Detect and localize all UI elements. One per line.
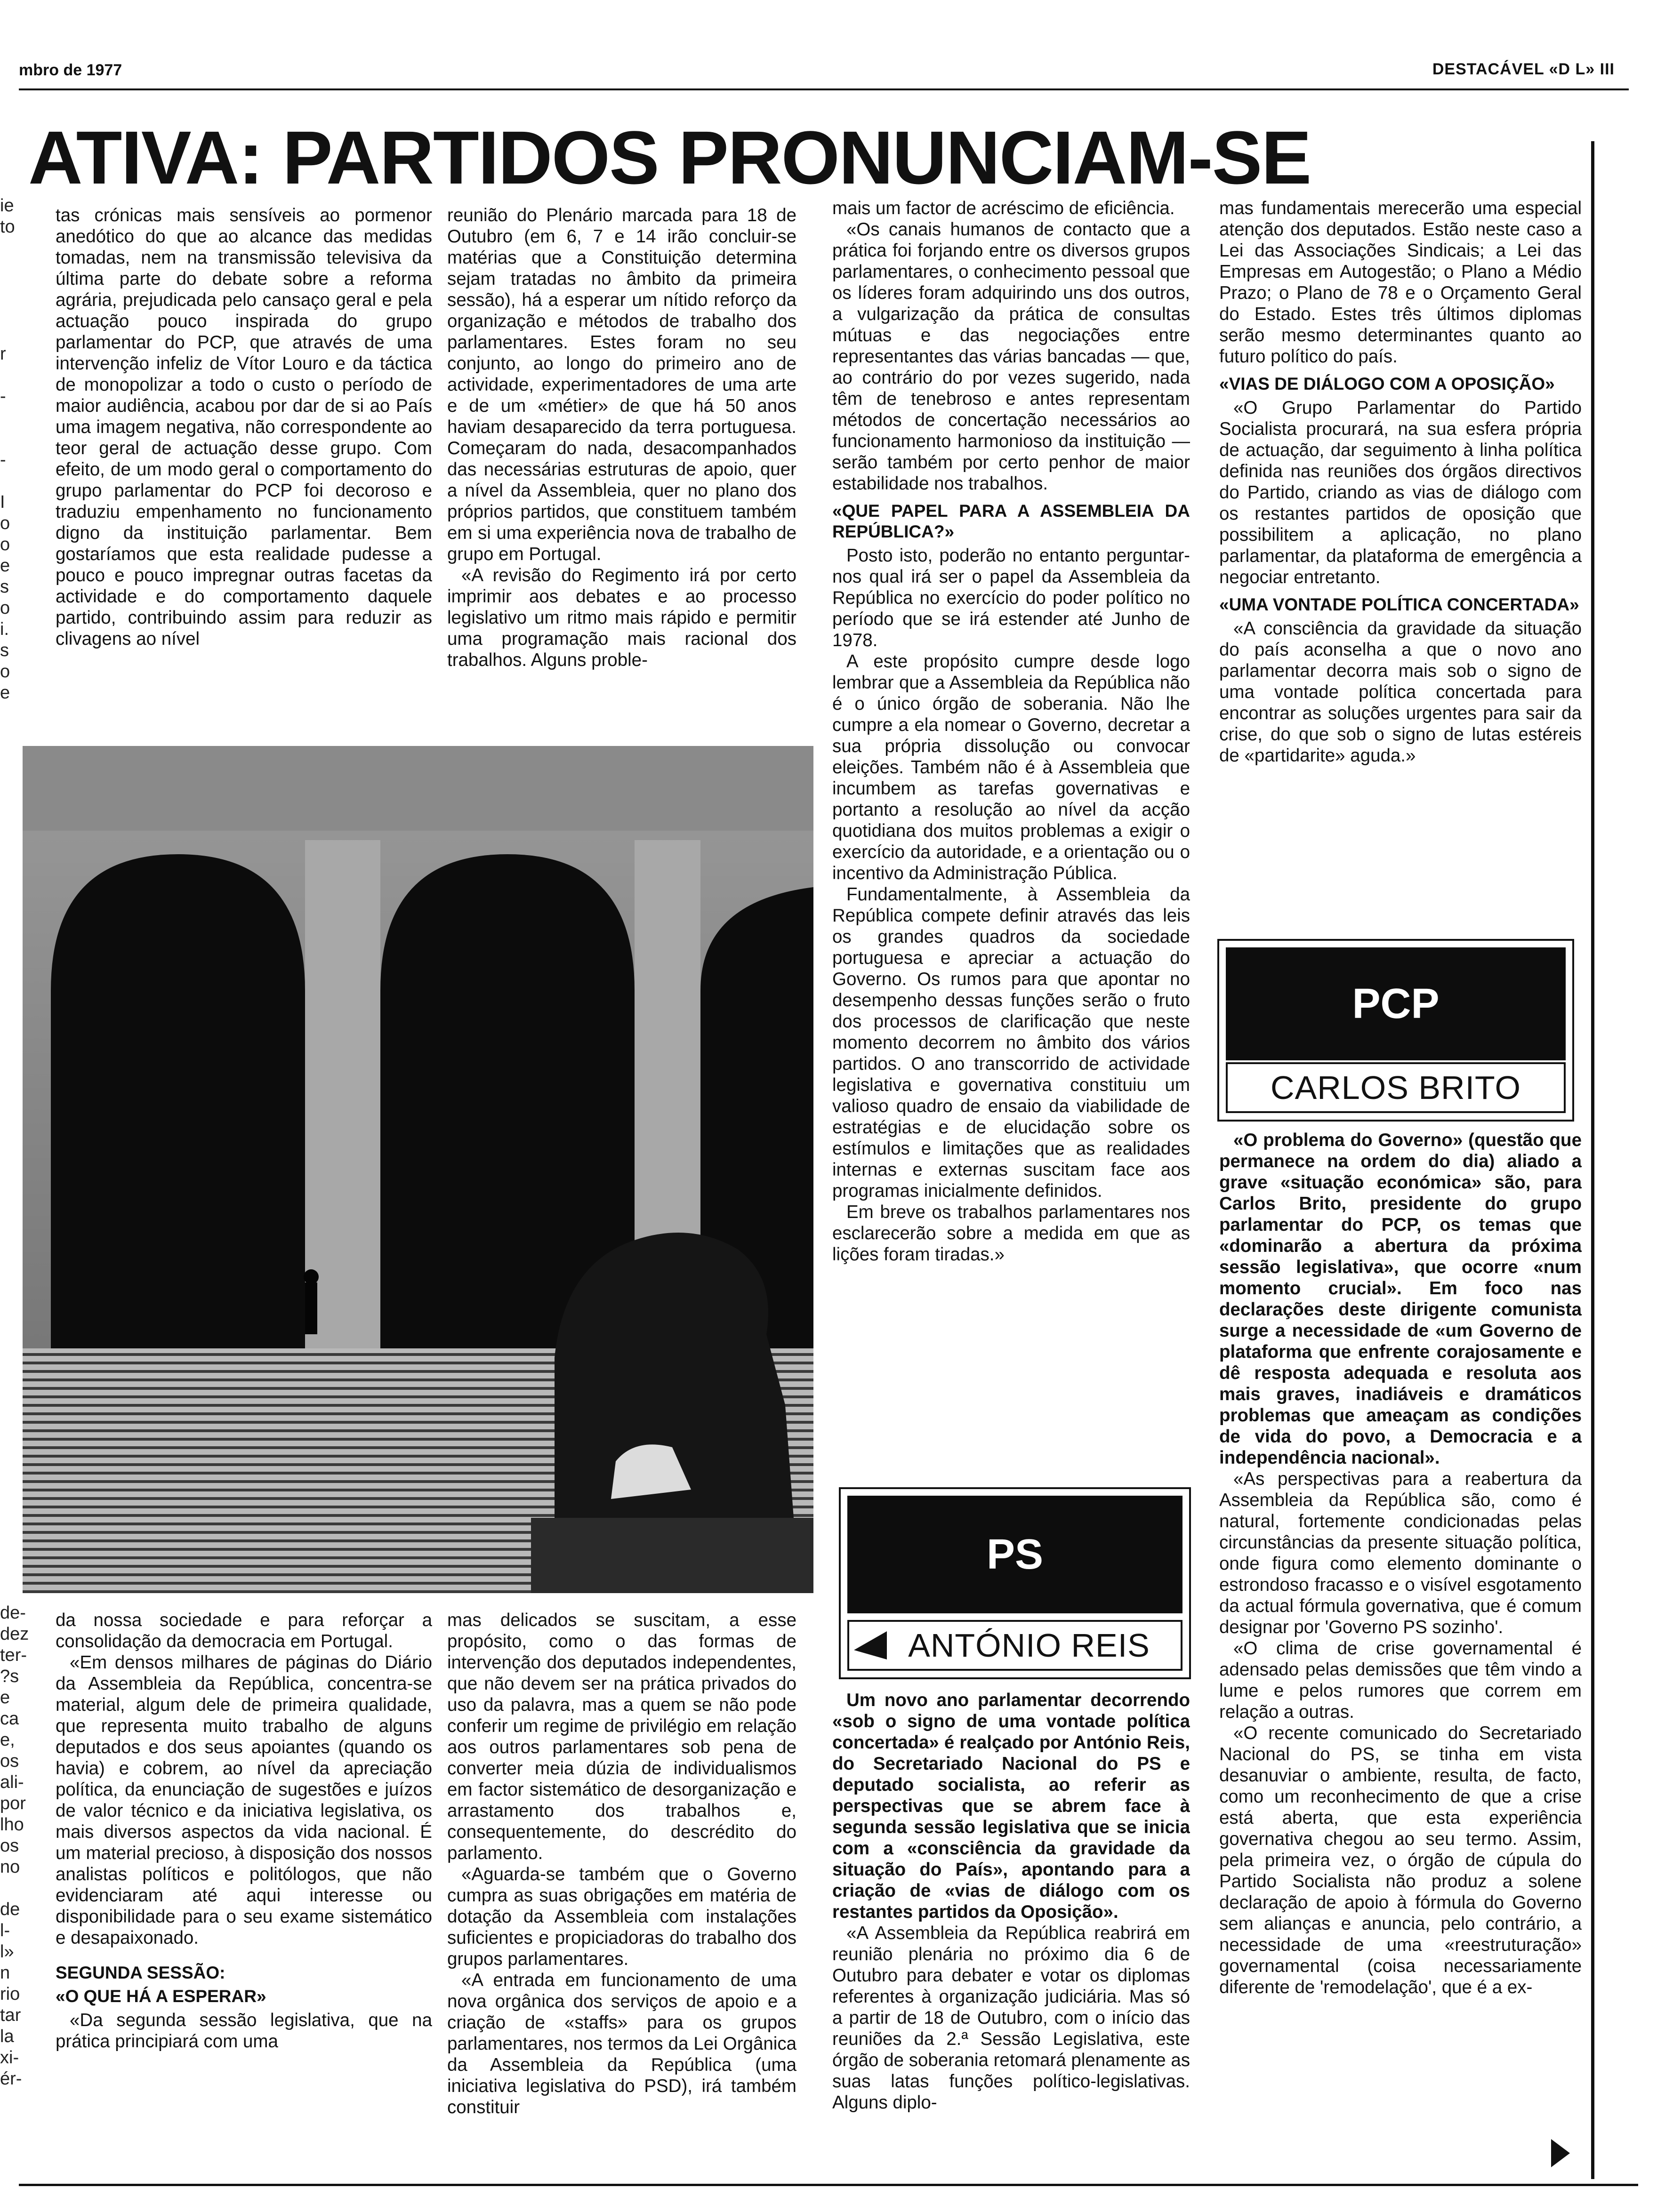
paragraph: A este propósito cumpre desde logo lembrar que a Assembleia da República não é o único órgão de soberania. Não lhe cumpre a ela nomear o Governo, decretar a sua própria dissolução ou convocar eleições. Também não é à Assembleia que incumbem as tarefas governativas e portanto a resolução ao nível da acção quotidiana dos muitos problemas a exigir o exercício da autoridade, e a orientação ou o incentivo da Administração Pública.	[832, 651, 1190, 883]
paragraph: mais um factor de acréscimo de eficiência.	[832, 198, 1175, 218]
edge-fragment: por	[0, 1794, 26, 1813]
edge-fragment: -	[0, 386, 6, 406]
paragraph: «A consciência da gravidade da situação do país aconselha a que o novo ano parlamentar decorra mais sob o signo de uma vontade política concertada para encontrar as soluções urgentes para sair da crise, do que sob o signo de lutas estéreis de «partidarite» aguda.»	[1219, 618, 1582, 766]
edge-fragment	[0, 259, 51, 280]
edge-fragment: de-	[0, 1603, 26, 1623]
left-edge-fragments-bottom	[0, 1603, 51, 2179]
party-label-ps: PS	[847, 1496, 1182, 1613]
paragraph: mas delicados se suscitam, a esse propósito, como o das formas de intervenção dos deputados independentes, que não devem ser na prática privados do uso da palavra, mas a quem se não pode conferir um regime de privilégio em relação aos outros parlamentares sob pena de converter meia dúzia de individualismos em factor sistemático de desorganização e arrastamento dos trabalhos e, consequentemente, do descrédito do parlamento.	[447, 1610, 796, 1863]
continue-arrow-icon	[1551, 2139, 1570, 2167]
right-column-rule	[1591, 141, 1594, 2179]
edge-fragment: os	[0, 1836, 19, 1856]
pcp-party-box	[1217, 939, 1574, 1122]
ps-party-box	[839, 1487, 1191, 1679]
edge-fragment: r	[0, 344, 6, 364]
left-edge-fragments-top	[0, 195, 51, 737]
paragraph: «A entrada em funcionamento de uma nova orgânica dos serviços de apoio e a criação de «staffs» para os grupos parlamentares, nos termos da Lei Orgânica da Assembleia da República (uma iniciativa legislativa do PSD), irá também constituir	[447, 1970, 796, 2117]
article-column-1-bottom	[56, 1610, 432, 2179]
edge-fragment: la	[0, 2027, 14, 2046]
edge-fragment	[0, 428, 51, 449]
article-column-1-top	[56, 205, 432, 737]
paragraph: «Da segunda sessão legislativa, que na prática principiará com uma	[56, 2010, 432, 2052]
article-column-2-bottom	[447, 1610, 796, 2179]
paragraph: «O Grupo Parlamentar do Partido Socialista procurará, na sua esfera própria de actuação, dar seguimento à linha política definida nas reuniões dos órgãos directivos do Partido, criando as vias de diálogo com os restantes partidos de oposição que possibilitem a aplicação, no plano parlamentar, da plataforma de emergência a negociar entretanto.	[1219, 398, 1582, 587]
subheading-vias-dialogo: «VIAS DE DIÁLOGO COM A OPOSIÇÃO»	[1219, 374, 1555, 393]
edge-fragment: o	[0, 535, 10, 554]
edge-fragment: ter-	[0, 1645, 27, 1665]
edge-fragment: e	[0, 556, 10, 576]
edge-fragment: n	[0, 1963, 10, 1983]
edge-fragment: l»	[0, 1942, 14, 1962]
paragraph: da nossa sociedade e para reforçar a consolidação da democracia em Portugal.	[56, 1610, 432, 1651]
subheading-assembleia-role: «QUE PAPEL PARA A ASSEMBLEIA DA REPÚBLICA?»	[832, 501, 1190, 541]
edge-fragment: xi-	[0, 2048, 19, 2068]
paragraph: tas crónicas mais sensíveis ao pormenor anedótico do que ao alcance das medidas tomadas, nem na transmissão televisiva da última parte do debate sobre a reforma agrária, prejudicada pelo cansaço geral e pela actuação pouco inspirada do grupo parlamentar do PCP, que através de uma intervenção infeliz de Vítor Louro e da táctica de monopolizar a todo o custo o período de maior audiência, acabou por dar de si ao País uma imagem negativa, não correspondente ao teor geral de actuação desse grupo. Com efeito, de um modo geral o comportamento do grupo parlamentar do PCP foi decoroso e traduziu empenhamento no funcionamento digno da instituição parlamentar. Bem gostaríamos que esta realidade pudesse a pouco e pouco impregnar outras facetas da actividade e do comportamento daquele partido, contribuindo assim para reduzir as clivagens ao nível	[56, 205, 432, 649]
edge-fragment: de	[0, 1899, 20, 1919]
bottom-rule	[19, 2184, 1638, 2186]
subheading-o-que-esperar: «O QUE HÁ A ESPERAR»	[56, 1987, 266, 2006]
paragraph: «O clima de crise governamental é adensado pelas demissões que têm vindo a lume e pelos rumores que correm em relação a outras.	[1219, 1638, 1582, 1722]
party-speaker-name: ANTÓNIO REIS	[847, 1620, 1182, 1671]
edge-fragment	[0, 365, 51, 386]
lead-paragraph: Um novo ano parlamentar decorrendo «sob o signo de uma vontade política concertada» é realçado por António Reis, do Secretariado Nacional do PS e deputado socialista, ao referir as perspectivas que se abrem face à segunda sessão legislativa que se inicia com a «consciência da gravidade da situação do País», apontando para a criação de «vias de diálogo com os restantes partidos da Oposição».	[832, 1690, 1190, 1922]
article-column-2-top	[447, 205, 796, 737]
edge-fragment: lho	[0, 1815, 24, 1835]
subheading-vontade-politica: «UMA VONTADE POLÍTICA CONCERTADA»	[1219, 595, 1579, 614]
page-headline: ATIVA: PARTIDOS PRONUNCIAM-SE	[28, 115, 1311, 200]
party-speaker-name: CARLOS BRITO	[1226, 1062, 1566, 1113]
issue-date: mbro de 1977	[19, 61, 122, 79]
edge-fragment: o	[0, 513, 10, 533]
edge-fragment	[0, 238, 51, 259]
edge-fragment: e,	[0, 1730, 15, 1750]
edge-fragment: ca	[0, 1709, 19, 1729]
article-column-4-top	[1219, 198, 1582, 922]
edge-fragment: dez	[0, 1624, 29, 1644]
edge-fragment	[0, 1878, 51, 1899]
paragraph: «A revisão do Regimento irá por certo imprimir aos debates e ao processo legislativo um ritmo mais rápido e permitir uma programação mais racional dos trabalhos. Alguns proble-	[447, 565, 796, 670]
paragraph: Posto isto, poderão no entanto perguntar-nos qual irá ser o papel da Assembleia da República no exercício do poder político no período que se irá estender até Junho de 1978.	[832, 545, 1190, 650]
edge-fragment	[0, 407, 51, 428]
section-label: DESTACÁVEL «D L» III	[1432, 60, 1615, 78]
edge-fragment: ie	[0, 196, 14, 216]
edge-fragment: s	[0, 641, 9, 660]
top-rule	[19, 88, 1629, 90]
edge-fragment	[0, 322, 51, 344]
edge-fragment: rio	[0, 1984, 20, 2004]
article-column-3	[832, 198, 1190, 1445]
paragraph: Em breve os trabalhos parlamentares nos esclarecerão sobre a medida em que as lições foram tiradas.»	[832, 1202, 1190, 1265]
paragraph: «Aguarda-se também que o Governo cumpra as suas obrigações em matéria de dotação da Assembleia com instalações suficientes e propiciadoras do trabalho dos grupos parlamentares.	[447, 1864, 796, 1969]
paragraph: Fundamentalmente, à Assembleia da República compete definir através das leis os grandes quadros da sociedade portuguesa e apreciar a actuação do Governo. Os rumos para que apontar no desempenho dessas funções serão o fruto dos processos de clarificação que neste momento decorrem no âmbito dos vários partidos. O ano transcorrido de actividade legislativa e governativa constituiu um valioso quadro de ensaio da viabilidade de estratégias e de elucidação sobre os estímulos e limitações que as realidades internas e externas suscitam face aos programas inicialmente definidos.	[832, 884, 1190, 1201]
edge-fragment: os	[0, 1751, 19, 1771]
paragraph: «Em densos milhares de páginas do Diário da Assembleia da República, concentra-se material, algum dele de primeira qualidade, que representa muito trabalho de alguns deputados e dos seus apoiantes (quando os havia) e cobrem, ao nível da apreciação política, da enunciação de sugestões e juízos de valor técnico e da iniciativa legislativa, os mais diversos aspectos da vida nacional. É um material precioso, à disposição dos nossos analistas políticos e politólogos, que não evidenciaram até aqui interesse ou disponibilidade para o seu exame sistemático e desapaixonado.	[56, 1652, 432, 1948]
edge-fragment: s	[0, 577, 9, 597]
arrow-left-icon	[854, 1631, 892, 1659]
edge-fragment	[0, 471, 51, 492]
edge-fragment: ?s	[0, 1667, 19, 1686]
paragraph: mas fundamentais merecerão uma especial atenção dos deputados. Estão neste caso a Lei das Associações Sindicais; a Lei das Empresas em Autogestão; o Plano a Médio Prazo; o Plano de 78 e o Orçamento Geral do Estado. Estes três últimos diplomas serão mesmo determinantes quanto ao futuro político do país.	[1219, 198, 1582, 367]
subheading-segunda-sessao: SEGUNDA SESSÃO:	[56, 1963, 225, 1982]
edge-fragment: e	[0, 683, 10, 703]
edge-fragment: o	[0, 662, 10, 681]
edge-fragment: ér-	[0, 2069, 22, 2089]
edge-fragment: -	[0, 450, 6, 470]
paragraph: «As perspectivas para a reabertura da Assembleia da República são, como é natural, fortemente condicionadas pelas circunstâncias da presente situação política, onde figura como elemento dominante o estrondoso fracasso e o visível esgotamento da actual fórmula governativa, que é comum designar por 'Governo PS sozinho'.	[1219, 1469, 1582, 1637]
edge-fragment: ali-	[0, 1772, 24, 1792]
paragraph: reunião do Plenário marcada para 18 de Outubro (em 6, 7 e 14 irão concluir-se matérias que a Constituição determina sejam tratadas no âmbito da primeira sessão), há a esperar um nítido reforço da organização e métodos de trabalho dos parlamentares. Estes foram no seu conjunto, ao longo do primeiro ano de actividade, experimentadores de uma arte e de um «métier» de que há 50 anos haviam desaparecido da terra portuguesa. Começaram do nada, desacompanhados das necessárias estruturas de apoio, quer a nível da Assembleia, quer no plano dos próprios partidos, que constituem também em si uma experiência nova de trabalho de grupo em Portugal.	[447, 205, 796, 564]
article-column-3-bottom	[832, 1690, 1190, 2179]
edge-fragment: o	[0, 598, 10, 618]
paragraph: «O recente comunicado do Secretariado Nacional do PS, se tinha em vista desanuviar o ambiente, resulta, de facto, como um reconhecimento de que a crise está aberta, que esta experiência governativa chegou ao seu termo. Assim, pela primeira vez, o órgão de cúpula do Partido Socialista não produz a solene declaração de apoio à fórmula do Governo sem alianças e anuncia, pelo contrário, a necessidade de uma «reestruturação» governamental (coisa necessariamente diferente de 'remodelação', que é a ex-	[1219, 1723, 1582, 1997]
edge-fragment: to	[0, 217, 15, 237]
edge-fragment	[0, 301, 51, 322]
edge-fragment	[0, 280, 51, 301]
edge-fragment: i.	[0, 619, 9, 639]
photo-illustration	[23, 746, 813, 1593]
edge-fragment: e	[0, 1688, 10, 1707]
party-label-pcp: PCP	[1226, 947, 1566, 1060]
article-column-4-bottom	[1219, 1130, 1582, 2179]
paragraph: «Os canais humanos de contacto que a prática foi forjando entre os diversos grupos parlamentares, o conhecimento pessoal que os líderes foram adquirindo uns dos outros, a vulgarização da prática de consultas mútuas e das negociações entre representantes das várias bancadas — que, ao contrário do por vezes sugerido, nada têm de tenebroso e antes representam métodos de concertação necessários ao funcionamento harmonioso da instituição — serão também por certo penhor de maior estabilidade nos trabalhos.	[832, 219, 1190, 494]
edge-fragment: no	[0, 1857, 20, 1877]
edge-fragment: tar	[0, 2005, 21, 2025]
parliament-stairs-lion-photo	[23, 746, 813, 1593]
edge-fragment: l-	[0, 1921, 10, 1940]
edge-fragment: I	[0, 492, 5, 512]
lead-paragraph: «O problema do Governo» (questão que permanece na ordem do dia) aliado a grave «situação económica» são, para Carlos Brito, presidente do grupo parlamentar do PCP, os temas que «dominarão a abertura da próxima sessão legislativa», que ocorre «num momento crucial». Em foco nas declarações deste dirigente comunista surge a necessidade de «um Governo de plataforma que enfrente corajosamente e dê resposta adequada e resoluta aos mais graves, inadiáveis e dramáticos problemas que ameaçam as condições de vida do povo, a Democracia e a independência nacional».	[1219, 1130, 1582, 1468]
paragraph: «A Assembleia da República reabrirá em reunião plenária no próximo dia 6 de Outubro para debater e votar os diplomas referentes à organização judiciária. Mas só a partir de 18 de Outubro, com o início das reuniões da 2.ª Sessão Legislativa, este órgão de soberania retomará plenamente as suas latas funções político-legislativas. Alguns diplo-	[832, 1923, 1190, 2113]
